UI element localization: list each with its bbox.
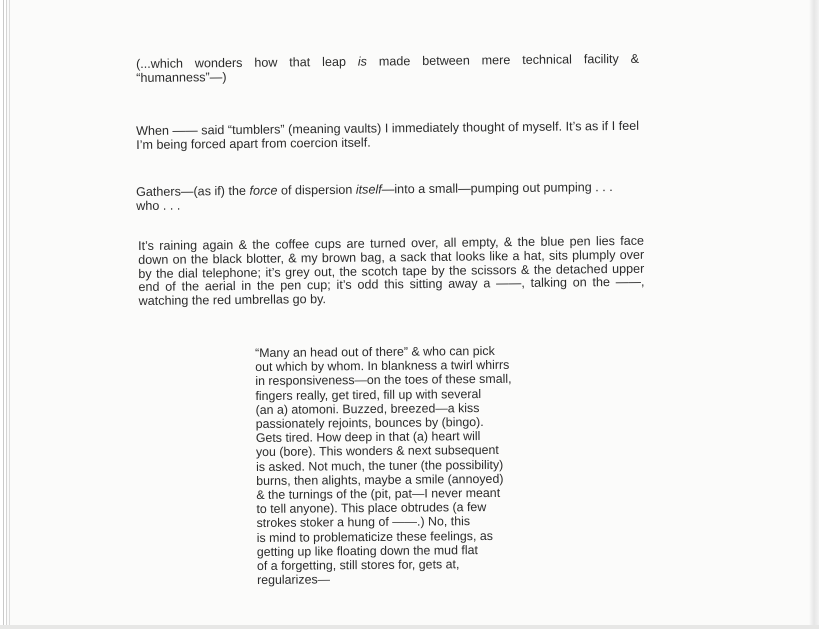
page-spine-edge <box>0 0 14 629</box>
poem-block <box>255 343 547 587</box>
poem-line: “Many an head out of there” & who can pick <box>255 343 495 360</box>
page-right-edge <box>809 0 819 629</box>
poem-line: is mind to problematicize these feelings, as <box>256 528 493 545</box>
paragraph-text: Gathers—(as if) the <box>135 183 250 199</box>
poem-line: you (bore). This wonders & next subsequent <box>255 443 499 460</box>
paragraph-text: —into a small—pumping out pumping . . . who . . . <box>136 180 613 213</box>
poem-line: getting up like floating down the mud flat <box>256 542 478 559</box>
emphasis-text: force <box>249 183 278 198</box>
paragraph-text: (...which wonders how that leap <box>135 54 358 71</box>
paragraph-gathers <box>136 181 639 214</box>
poem-line: is asked. Not much, the tuner (the possibility) <box>255 457 504 474</box>
poem-line: passionately rejoints, bounces by (bingo). <box>255 415 484 432</box>
paragraph-humanness <box>136 53 639 86</box>
poem-line: burns, then alights, maybe a smile (annoyed) <box>256 471 504 488</box>
paragraph-text: of dispersion <box>277 182 356 198</box>
poem-line: of a forgetting, still stores for, gets at, <box>256 557 460 574</box>
emphasis-text: itself <box>355 182 382 197</box>
poem-line: & the turnings of the (pit, pat—I never meant <box>256 485 501 503</box>
poem-line: regularizes— <box>256 572 331 588</box>
poem-line: out which by whom. In blankness a twirl whirrs <box>255 357 510 375</box>
emphasis-text: is <box>357 54 367 69</box>
poem-line: in responsiveness—on the toes of these small, <box>255 372 512 389</box>
paragraph-raining: It’s raining again & the coffee cups are turned over, all empty, & the blue pen lies face down on the black blotter, & my brown bag, a sack that looks like a hat, sits plumply over by the dial telephone; it’s grey out, the scotch tape by the scissors & the detached upper end of the aerial in the pen cup; it’s odd this sitting away a ——, talking on the ——, watching the red umbrellas go by. <box>137 233 645 309</box>
paragraph-text: made between mere technical facility & “humanness”—) <box>136 51 640 85</box>
poem-line: (an a) atomoni. Buzzed, breezed—a kiss <box>255 400 480 417</box>
poem-line: fingers really, get tired, fill up with several <box>255 386 482 403</box>
poem-line: Gets tired. How deep in that (a) heart will <box>255 429 481 446</box>
poem-line: to tell anyone). This place obtrudes (a few <box>256 500 487 517</box>
poem-line: strokes stoker a hung of ——.) No, this <box>256 514 471 531</box>
page-bottom-edge <box>0 625 819 629</box>
paragraph-tumblers: When —— said “tumblers” (meaning vaults) I immediately thought of myself. It’s as if I feel I’m being forced apart from coercion itself. <box>135 118 640 152</box>
